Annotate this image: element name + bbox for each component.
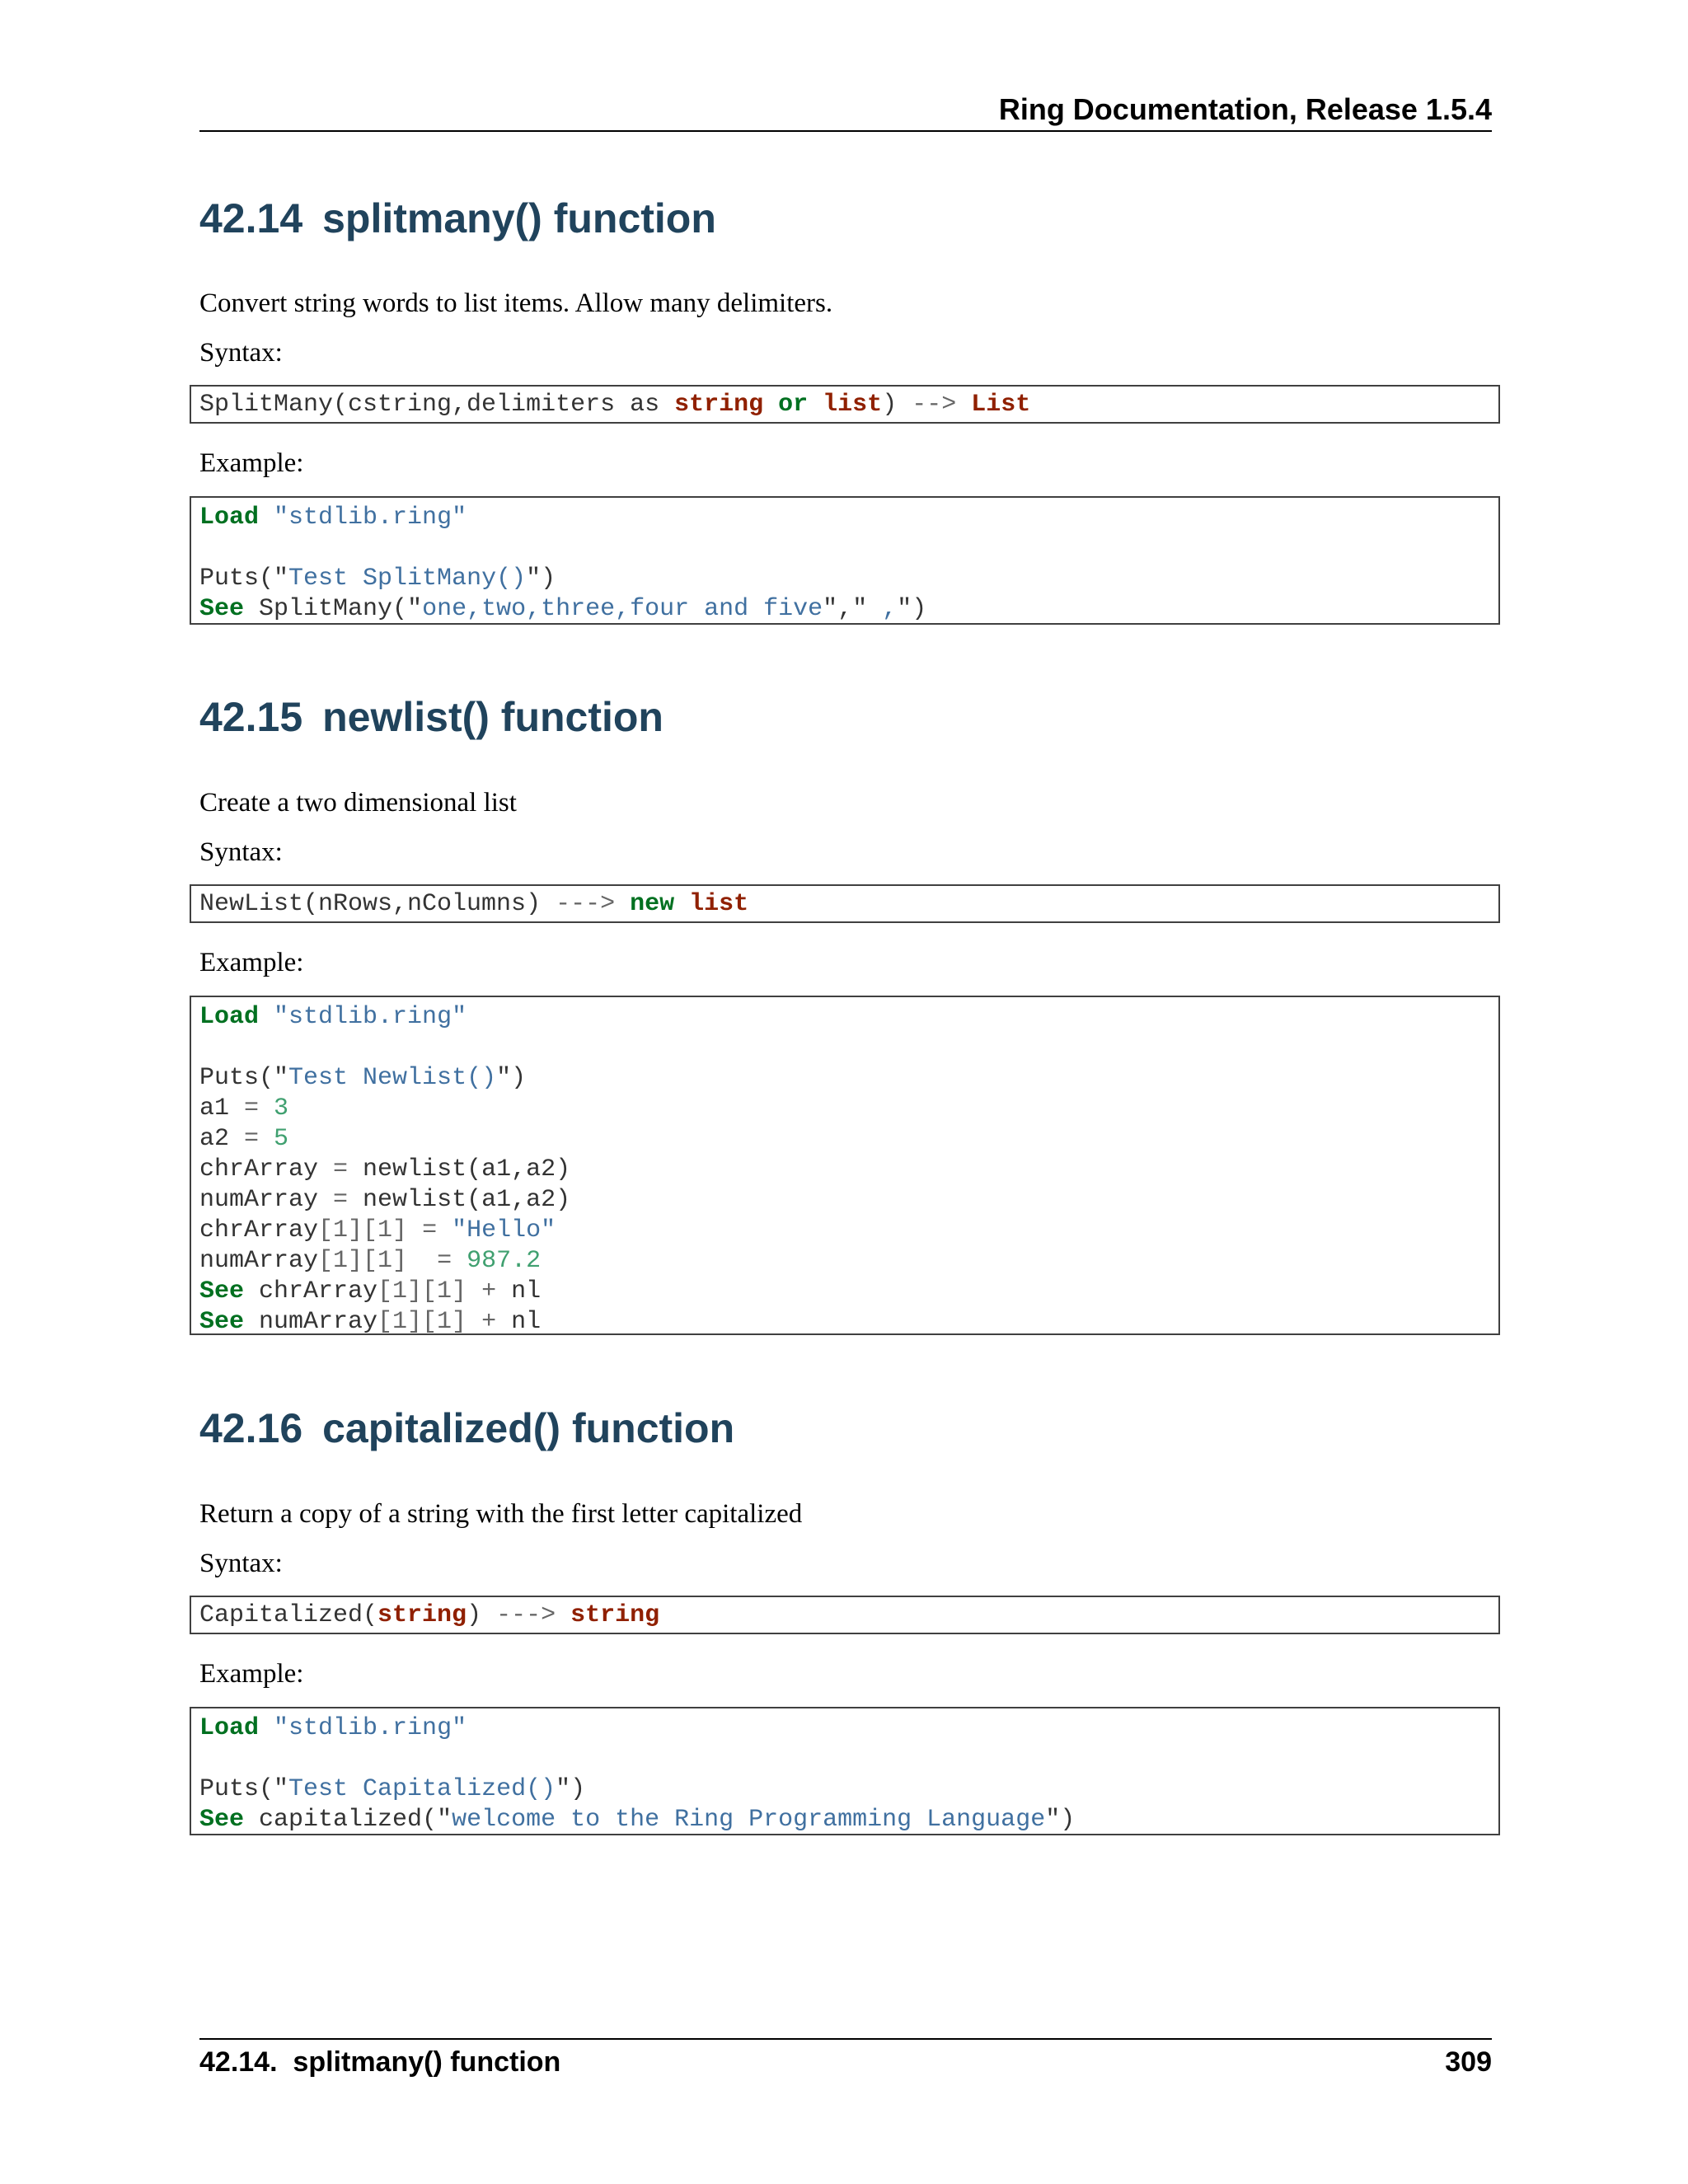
code-token: Puts( [199, 1775, 274, 1803]
code-number: 5 [274, 1125, 289, 1153]
code-token: NewList(nRows,nColumns) [199, 890, 556, 918]
code-keyword: See [199, 1277, 245, 1305]
code-line [199, 1094, 1490, 1124]
syntax-label: Syntax: [199, 837, 283, 867]
code-line [199, 564, 1490, 594]
syntax-block-capitalized [190, 1596, 1500, 1634]
code-line [199, 1713, 1490, 1744]
code-space [615, 890, 630, 918]
code-line-blank [199, 1744, 1490, 1774]
code-space [763, 391, 778, 419]
example-label: Example: [199, 448, 304, 478]
code-quote: " [437, 1806, 452, 1834]
code-string: , [867, 595, 898, 623]
code-quote: " [274, 1064, 289, 1092]
code-string: "stdlib.ring" [274, 504, 467, 532]
code-keyword: new [630, 890, 675, 918]
code-operator: = [244, 1094, 260, 1122]
code-quote: " [496, 1064, 512, 1092]
code-token: numArray [199, 1247, 319, 1275]
page-number: 309 [1445, 2046, 1492, 2078]
code-token: , [837, 595, 853, 623]
code-quote: " [852, 595, 868, 623]
code-operator: --> [912, 391, 957, 419]
code-line [199, 1063, 1490, 1094]
code-operator: ---> [556, 890, 616, 918]
code-operator: = [422, 1216, 438, 1244]
running-header: Ring Documentation, Release 1.5.4 [998, 92, 1492, 126]
code-index: [1][1] [377, 1277, 467, 1305]
code-quote: " [274, 1775, 289, 1803]
syntax-block-newlist [190, 884, 1500, 923]
code-operator: = [333, 1186, 349, 1214]
code-index: [1][1] [318, 1247, 408, 1275]
code-keyword: See [199, 1806, 245, 1834]
code-keyword: Load [199, 1714, 260, 1742]
footer-section-title: 42.14. splitmany() function [199, 2046, 561, 2078]
code-string: welcome to the Ring Programming Language [452, 1806, 1046, 1834]
code-keyword: Load [199, 504, 260, 532]
code-line [199, 1277, 1490, 1307]
code-token: nl [496, 1308, 542, 1336]
code-operator: = [244, 1125, 260, 1153]
code-number: 987.2 [467, 1247, 542, 1275]
section-title-capitalized [199, 1402, 734, 1455]
code-token: a1 [199, 1094, 245, 1122]
code-line [199, 503, 1490, 533]
code-string: "stdlib.ring" [274, 1003, 467, 1031]
code-token: chrArray [244, 1277, 378, 1305]
section-heading-text: splitmany() function [322, 195, 716, 241]
section-number: 42.16 [199, 1405, 303, 1451]
code-type-token: string [570, 1601, 660, 1629]
example-block-splitmany [190, 496, 1500, 625]
code-line [199, 1185, 1490, 1216]
code-index: [1][1] [318, 1216, 408, 1244]
code-token: SplitMany(cstring,delimiters as [199, 391, 675, 419]
example-label: Example: [199, 1659, 304, 1689]
code-type-token: string [377, 1601, 467, 1629]
code-token: a2 [199, 1125, 245, 1153]
code-quote: " [1045, 1806, 1061, 1834]
code-number: 3 [274, 1094, 289, 1122]
code-token: chrArray [199, 1216, 319, 1244]
code-line [199, 1124, 1490, 1155]
code-quote: " [897, 595, 912, 623]
code-line [199, 1155, 1490, 1185]
section-title-newlist [199, 691, 663, 743]
section-heading-text: capitalized() function [322, 1405, 735, 1451]
code-type-token: string [674, 391, 764, 419]
code-quote: " [556, 1775, 571, 1803]
code-string: Test Newlist() [288, 1064, 497, 1092]
code-operator: = [437, 1247, 452, 1275]
code-space [259, 1094, 274, 1122]
code-quote: " [274, 565, 289, 593]
code-type-token: List [971, 391, 1031, 419]
code-space [259, 1125, 274, 1153]
code-quote: " [823, 595, 838, 623]
code-token: Capitalized( [199, 1601, 378, 1629]
header-rule [199, 130, 1492, 132]
section-description: Return a copy of a string with the first letter capitalized [199, 1499, 803, 1529]
code-space [437, 1216, 452, 1244]
code-space [259, 1003, 274, 1031]
code-token: ) [511, 1064, 527, 1092]
code-token: Puts( [199, 1064, 274, 1092]
code-space [674, 890, 689, 918]
code-keyword: Load [199, 1003, 260, 1031]
code-keyword: See [199, 595, 245, 623]
code-quote: " [407, 595, 423, 623]
footer-rule [199, 2038, 1492, 2040]
code-token: ) [912, 595, 927, 623]
code-string: "Hello" [452, 1216, 556, 1244]
code-space [808, 391, 823, 419]
code-keyword: or [778, 391, 809, 419]
code-operator: + [481, 1308, 497, 1336]
code-index: [1][1] [377, 1308, 467, 1336]
code-space [407, 1247, 437, 1275]
code-line-blank [199, 1033, 1490, 1063]
code-token: ) [882, 391, 912, 419]
code-line-blank [199, 533, 1490, 564]
section-title-splitmany [199, 192, 716, 245]
code-token: numArray [199, 1186, 334, 1214]
code-keyword: See [199, 1308, 245, 1336]
code-line [199, 1216, 1490, 1246]
code-token: ) [1060, 1806, 1076, 1834]
code-operator: + [481, 1277, 497, 1305]
code-line [199, 1307, 1490, 1338]
code-token: Puts( [199, 565, 274, 593]
code-space [467, 1308, 481, 1336]
code-token: newlist(a1,a2) [348, 1186, 571, 1214]
code-string: Test Capitalized() [288, 1775, 556, 1803]
code-line [199, 1002, 1490, 1033]
code-token: ) [467, 1601, 497, 1629]
example-block-newlist [190, 996, 1500, 1335]
code-quote: " [526, 565, 542, 593]
code-line [199, 390, 1490, 420]
example-block-capitalized [190, 1707, 1500, 1835]
code-line [199, 889, 1490, 920]
code-string: one,two,three,four and five [422, 595, 823, 623]
code-token: newlist(a1,a2) [348, 1155, 571, 1183]
code-line [199, 1774, 1490, 1805]
code-token: ) [541, 565, 556, 593]
code-operator: = [333, 1155, 349, 1183]
code-space [407, 1216, 422, 1244]
code-space [556, 1601, 570, 1629]
code-token: capitalized( [244, 1806, 438, 1834]
syntax-block-splitmany [190, 385, 1500, 424]
code-line [199, 594, 1490, 625]
code-token: SplitMany( [244, 595, 408, 623]
code-space [467, 1277, 481, 1305]
example-label: Example: [199, 948, 304, 977]
code-space [259, 504, 274, 532]
syntax-label: Syntax: [199, 1549, 283, 1578]
code-token: ) [570, 1775, 586, 1803]
code-space [956, 391, 971, 419]
code-string: Test SplitMany() [288, 565, 527, 593]
section-heading-text: newlist() function [322, 694, 663, 740]
code-token: numArray [244, 1308, 378, 1336]
code-token: chrArray [199, 1155, 334, 1183]
code-line [199, 1601, 1490, 1631]
code-space [259, 1714, 274, 1742]
code-string: "stdlib.ring" [274, 1714, 467, 1742]
code-operator: ---> [496, 1601, 556, 1629]
section-description: Create a two dimensional list [199, 788, 517, 818]
section-number: 42.14 [199, 195, 303, 241]
code-line [199, 1805, 1490, 1835]
code-type-token: list [823, 391, 883, 419]
section-number: 42.15 [199, 694, 303, 740]
code-token: nl [496, 1277, 542, 1305]
code-type-token: list [689, 890, 749, 918]
section-description: Convert string words to list items. Allow many delimiters. [199, 288, 833, 318]
code-space [452, 1247, 467, 1275]
code-line [199, 1246, 1490, 1277]
syntax-label: Syntax: [199, 338, 283, 368]
